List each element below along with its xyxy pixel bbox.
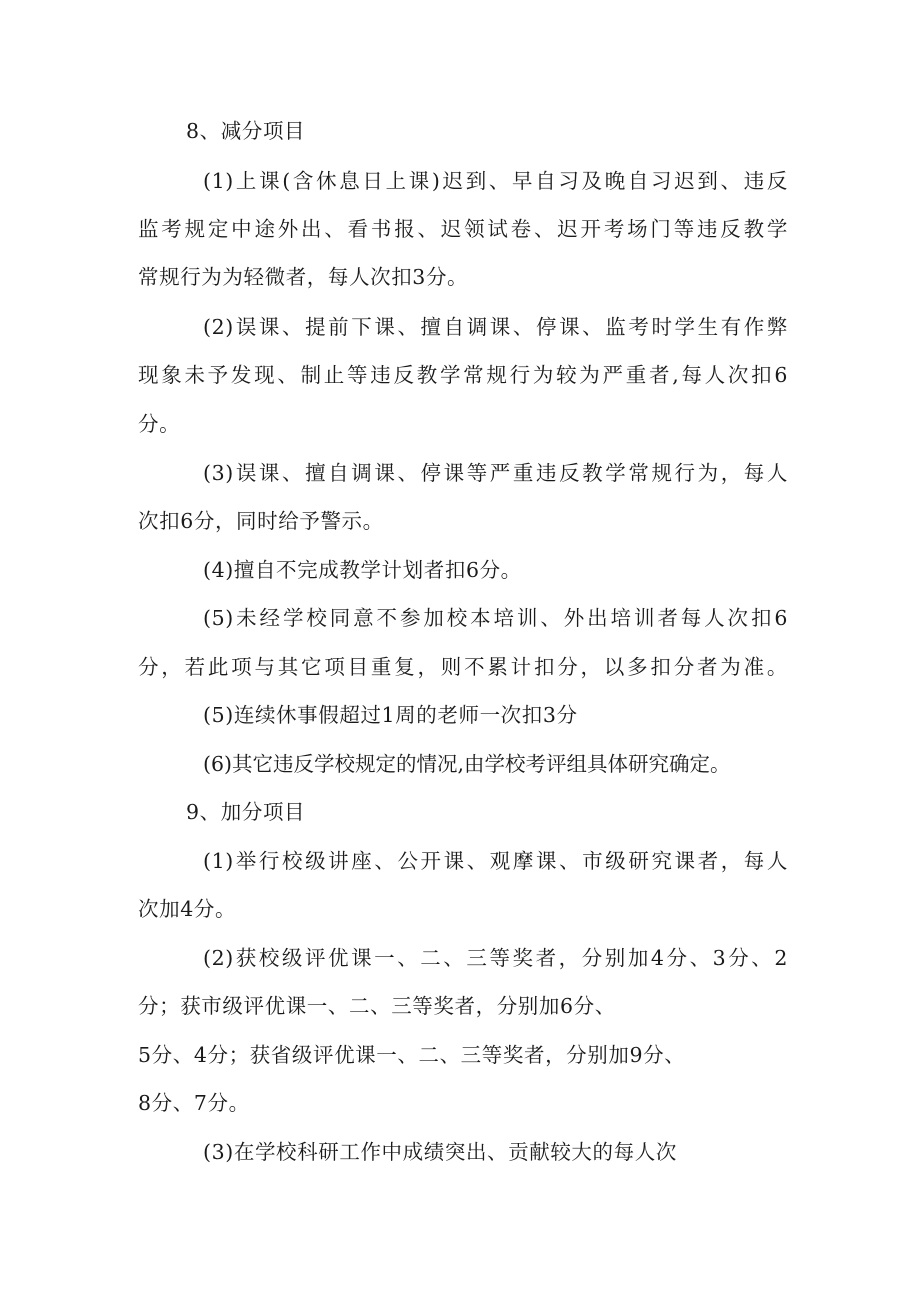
heading-deduction: 8、减分项目 — [186, 119, 306, 143]
paragraph-line: (6)其它违反学校规定的情况,由学校考评组具体研究确定。 — [203, 752, 731, 776]
paragraph-line: (5)未经学校同意不参加校本培训、外出培训者每人次扣6 — [203, 606, 788, 630]
paragraph-line: (2)获校级评优课一、二、三等奖者，分别加4分、3分、2 — [203, 946, 788, 970]
paragraph-line: (3)误课、擅自调课、停课等严重违反教学常规行为，每人 — [203, 461, 788, 485]
paragraph-line: (5)连续休事假超过1周的老师一次扣3分 — [203, 703, 578, 727]
paragraph-line: 监考规定中途外出、看书报、迟领试卷、迟开考场门等违反教学 — [138, 217, 788, 241]
heading-bonus: 9、加分项目 — [186, 800, 306, 824]
paragraph-line: (2)误课、提前下课、擅自调课、停课、监考时学生有作弊 — [203, 315, 788, 339]
paragraph-line: 分，若此项与其它项目重复，则不累计扣分，以多扣分者为准。 — [138, 655, 788, 679]
paragraph-line: 8分、7分。 — [138, 1091, 250, 1115]
paragraph-line: (1)举行校级讲座、公开课、观摩课、市级研究课者，每人 — [203, 849, 788, 873]
paragraph-line: (3)在学校科研工作中成绩突出、贡献较大的每人次 — [203, 1140, 677, 1164]
paragraph-line: (1)上课(含休息日上课)迟到、早自习及晚自习迟到、违反 — [203, 169, 788, 193]
paragraph-line: 常规行为为轻微者，每人次扣3分。 — [138, 265, 469, 289]
paragraph-line: 现象未予发现、制止等违反教学常规行为较为严重者,每人次扣6 — [138, 363, 788, 387]
paragraph-line: 次加4分。 — [138, 897, 237, 921]
paragraph-line: 5分、4分；获省级评优课一、二、三等奖者，分别加9分、 — [138, 1043, 686, 1067]
paragraph-line: 分。 — [138, 412, 181, 436]
paragraph-line: (4)擅自不完成教学计划者扣6分。 — [203, 558, 522, 582]
paragraph-line: 分；获市级评优课一、二、三等奖者，分别加6分、 — [138, 994, 616, 1018]
paragraph-line: 次扣6分，同时给予警示。 — [138, 509, 384, 533]
